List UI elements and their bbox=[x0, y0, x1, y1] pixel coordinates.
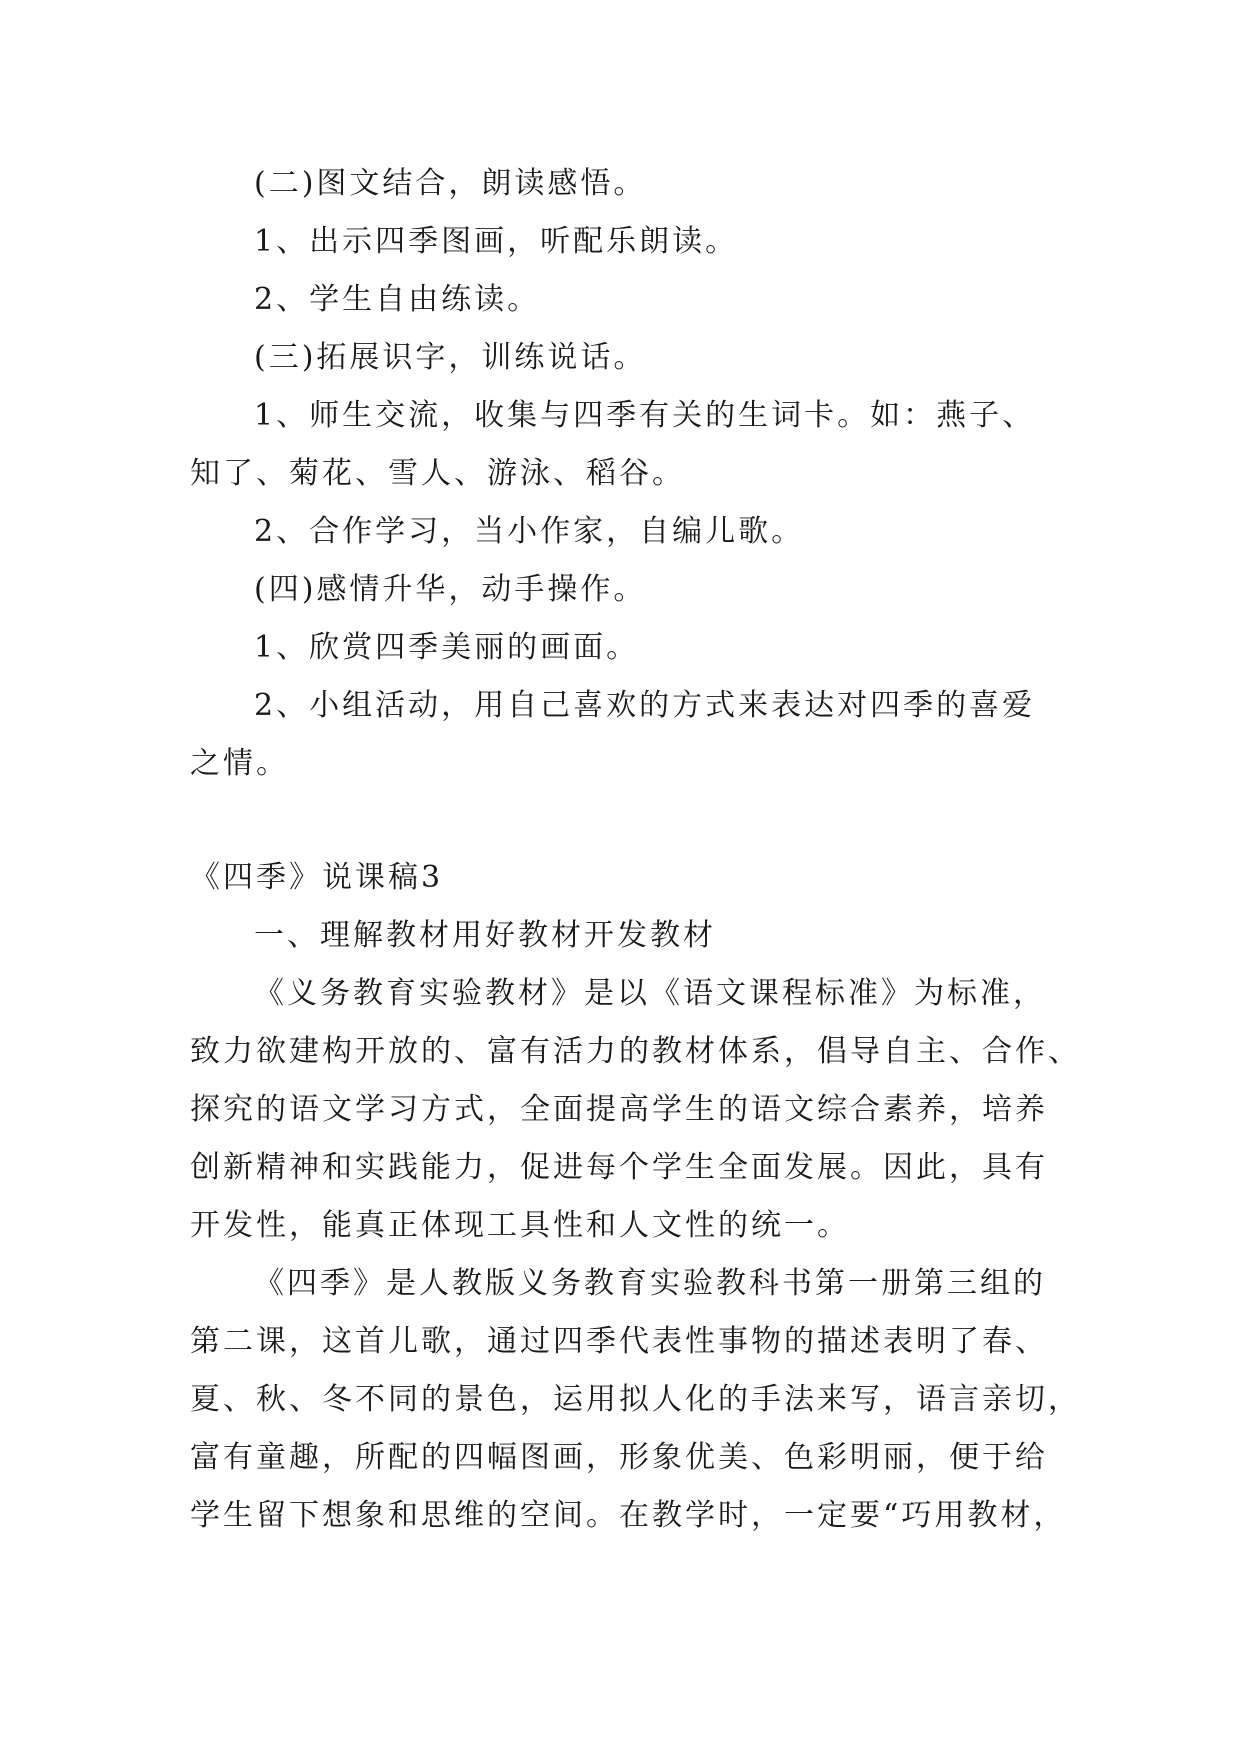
list-item: 2、学生自由练读。 bbox=[254, 282, 541, 317]
paragraph-line: 学生留下想象和思维的空间。在教学时，一定要“巧用教材， bbox=[190, 1498, 1067, 1533]
paragraph-line: 开发性，能真正体现工具性和人文性的统一。 bbox=[190, 1208, 850, 1243]
paragraph-line: 《四季》是人教版义务教育实验教科书第一册第三组的 bbox=[254, 1266, 1046, 1301]
list-item: 1、出示四季图画，听配乐朗读。 bbox=[254, 224, 739, 259]
paragraph-line: 富有童趣，所配的四幅图画，形象优美、色彩明丽，便于给 bbox=[190, 1440, 1048, 1475]
paragraph-line: 创新精神和实践能力，促进每个学生全面发展。因此，具有 bbox=[190, 1150, 1048, 1185]
paragraph-line: 探究的语文学习方式，全面提高学生的语文综合素养，培养 bbox=[190, 1092, 1048, 1127]
section-heading-2: (二)图文结合，朗读感悟。 bbox=[254, 166, 647, 201]
paragraph-line: 致力欲建构开放的、富有活力的教材体系，倡导自主、合作、 bbox=[190, 1034, 1081, 1069]
section-heading-3: (三)拓展识字，训练说话。 bbox=[254, 340, 647, 375]
paragraph-line: 第二课，这首儿歌，通过四季代表性事物的描述表明了春、 bbox=[190, 1324, 1048, 1359]
paragraph-line: 《义务教育实验教材》是以《语文课程标准》为标准， bbox=[254, 976, 1046, 1011]
list-item: 2、合作学习，当小作家，自编儿歌。 bbox=[254, 514, 805, 549]
list-item-continuation: 之情。 bbox=[190, 746, 289, 781]
section-heading-4: (四)感情升华，动手操作。 bbox=[254, 572, 647, 607]
document-title: 《四季》说课稿3 bbox=[190, 860, 444, 895]
list-item: 1、师生交流，收集与四季有关的生词卡。如：燕子、 bbox=[254, 398, 1036, 433]
list-item: 1、欣赏四季美丽的画面。 bbox=[254, 630, 640, 665]
section-heading-1: 一、理解教材用好教材开发教材 bbox=[254, 918, 716, 953]
paragraph-line: 夏、秋、冬不同的景色，运用拟人化的手法来写，语言亲切， bbox=[190, 1382, 1081, 1417]
list-item: 2、小组活动，用自己喜欢的方式来表达对四季的喜爱 bbox=[254, 688, 1036, 723]
list-item-continuation: 知了、菊花、雪人、游泳、稻谷。 bbox=[190, 456, 685, 491]
